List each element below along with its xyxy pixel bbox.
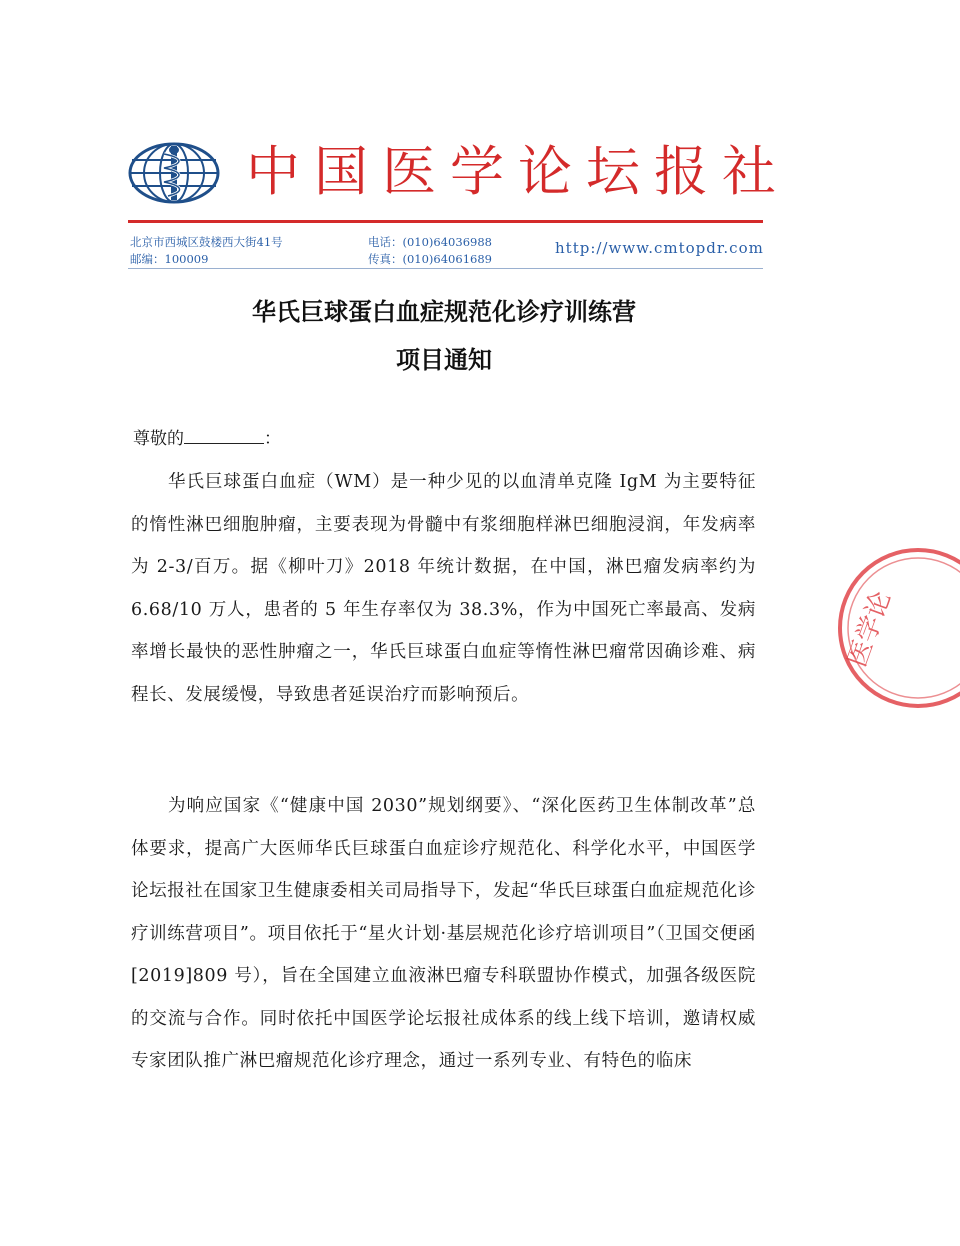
official-seal-icon (830, 540, 960, 710)
phone-line: 电话：(010)64036988 (368, 235, 492, 249)
recipient-blank (184, 429, 264, 444)
salutation-suffix: ： (264, 429, 281, 449)
globe-caduceus-logo-icon (128, 142, 220, 204)
header-red-rule (128, 220, 763, 223)
org-name: 中国医学论坛报社 (246, 140, 790, 203)
phone-fax-block (368, 234, 492, 268)
postcode-line: 邮编：100009 (130, 252, 209, 266)
address-line: 北京市西城区鼓楼西大街41号 (130, 235, 283, 249)
paragraph-1: 华氏巨球蛋白血症（WM）是一种少见的以血清单克隆 IgM 为主要特征的惰性淋巴细胞肿瘤，主要表现为骨髓中有浆细胞样淋巴细胞浸润，年发病率为 2-3/百万。据《柳叶刀》2018 年统计数据，在中国，淋巴瘤发病率约为 6.68/10 万人，患者的 5 年生存率仅为 38.3%，作为中国死亡率最高、发病率增长最快的恶性肿瘤之一，华氏巨球蛋白血症等惰性淋巴瘤常因确诊难、病程长、发展缓慢，导致患者延误治疗而影响预后。 (131, 472, 756, 705)
website-link[interactable]: http://www.cmtopdr.com (555, 239, 764, 257)
salutation-prefix: 尊敬的 (133, 429, 184, 449)
header-blue-rule (128, 268, 763, 269)
document-title: 华氏巨球蛋白血症规范化诊疗训练营 (252, 298, 636, 326)
paragraph-2: 为响应国家《“健康中国 2030”规划纲要》、“深化医药卫生体制改革”总体要求，提高广大医师华氏巨球蛋白血症诊疗规范化、科学化水平，中国医学论坛报社在国家卫生健康委相关司局指导下，发起“华氏巨球蛋白血症规范化诊疗训练营项目”。项目依托于“星火计划·基层规范化诊疗培训项目”（卫国交便函[2019]809 号），旨在全国建立血液淋巴瘤专科联盟协作模式，加强各级医院的交流与合作。同时依托中国医学论坛报社成体系的线上线下培训，邀请权威专家团队推广淋巴瘤规范化诊疗理念，通过一系列专业、有特色的临床 (131, 796, 756, 1071)
fax-line: 传真：(010)64061689 (368, 252, 492, 266)
address-block (130, 234, 283, 268)
seal-text: 医学论 (842, 587, 898, 671)
document-subtitle: 项目通知 (396, 346, 492, 374)
salutation (133, 424, 281, 449)
